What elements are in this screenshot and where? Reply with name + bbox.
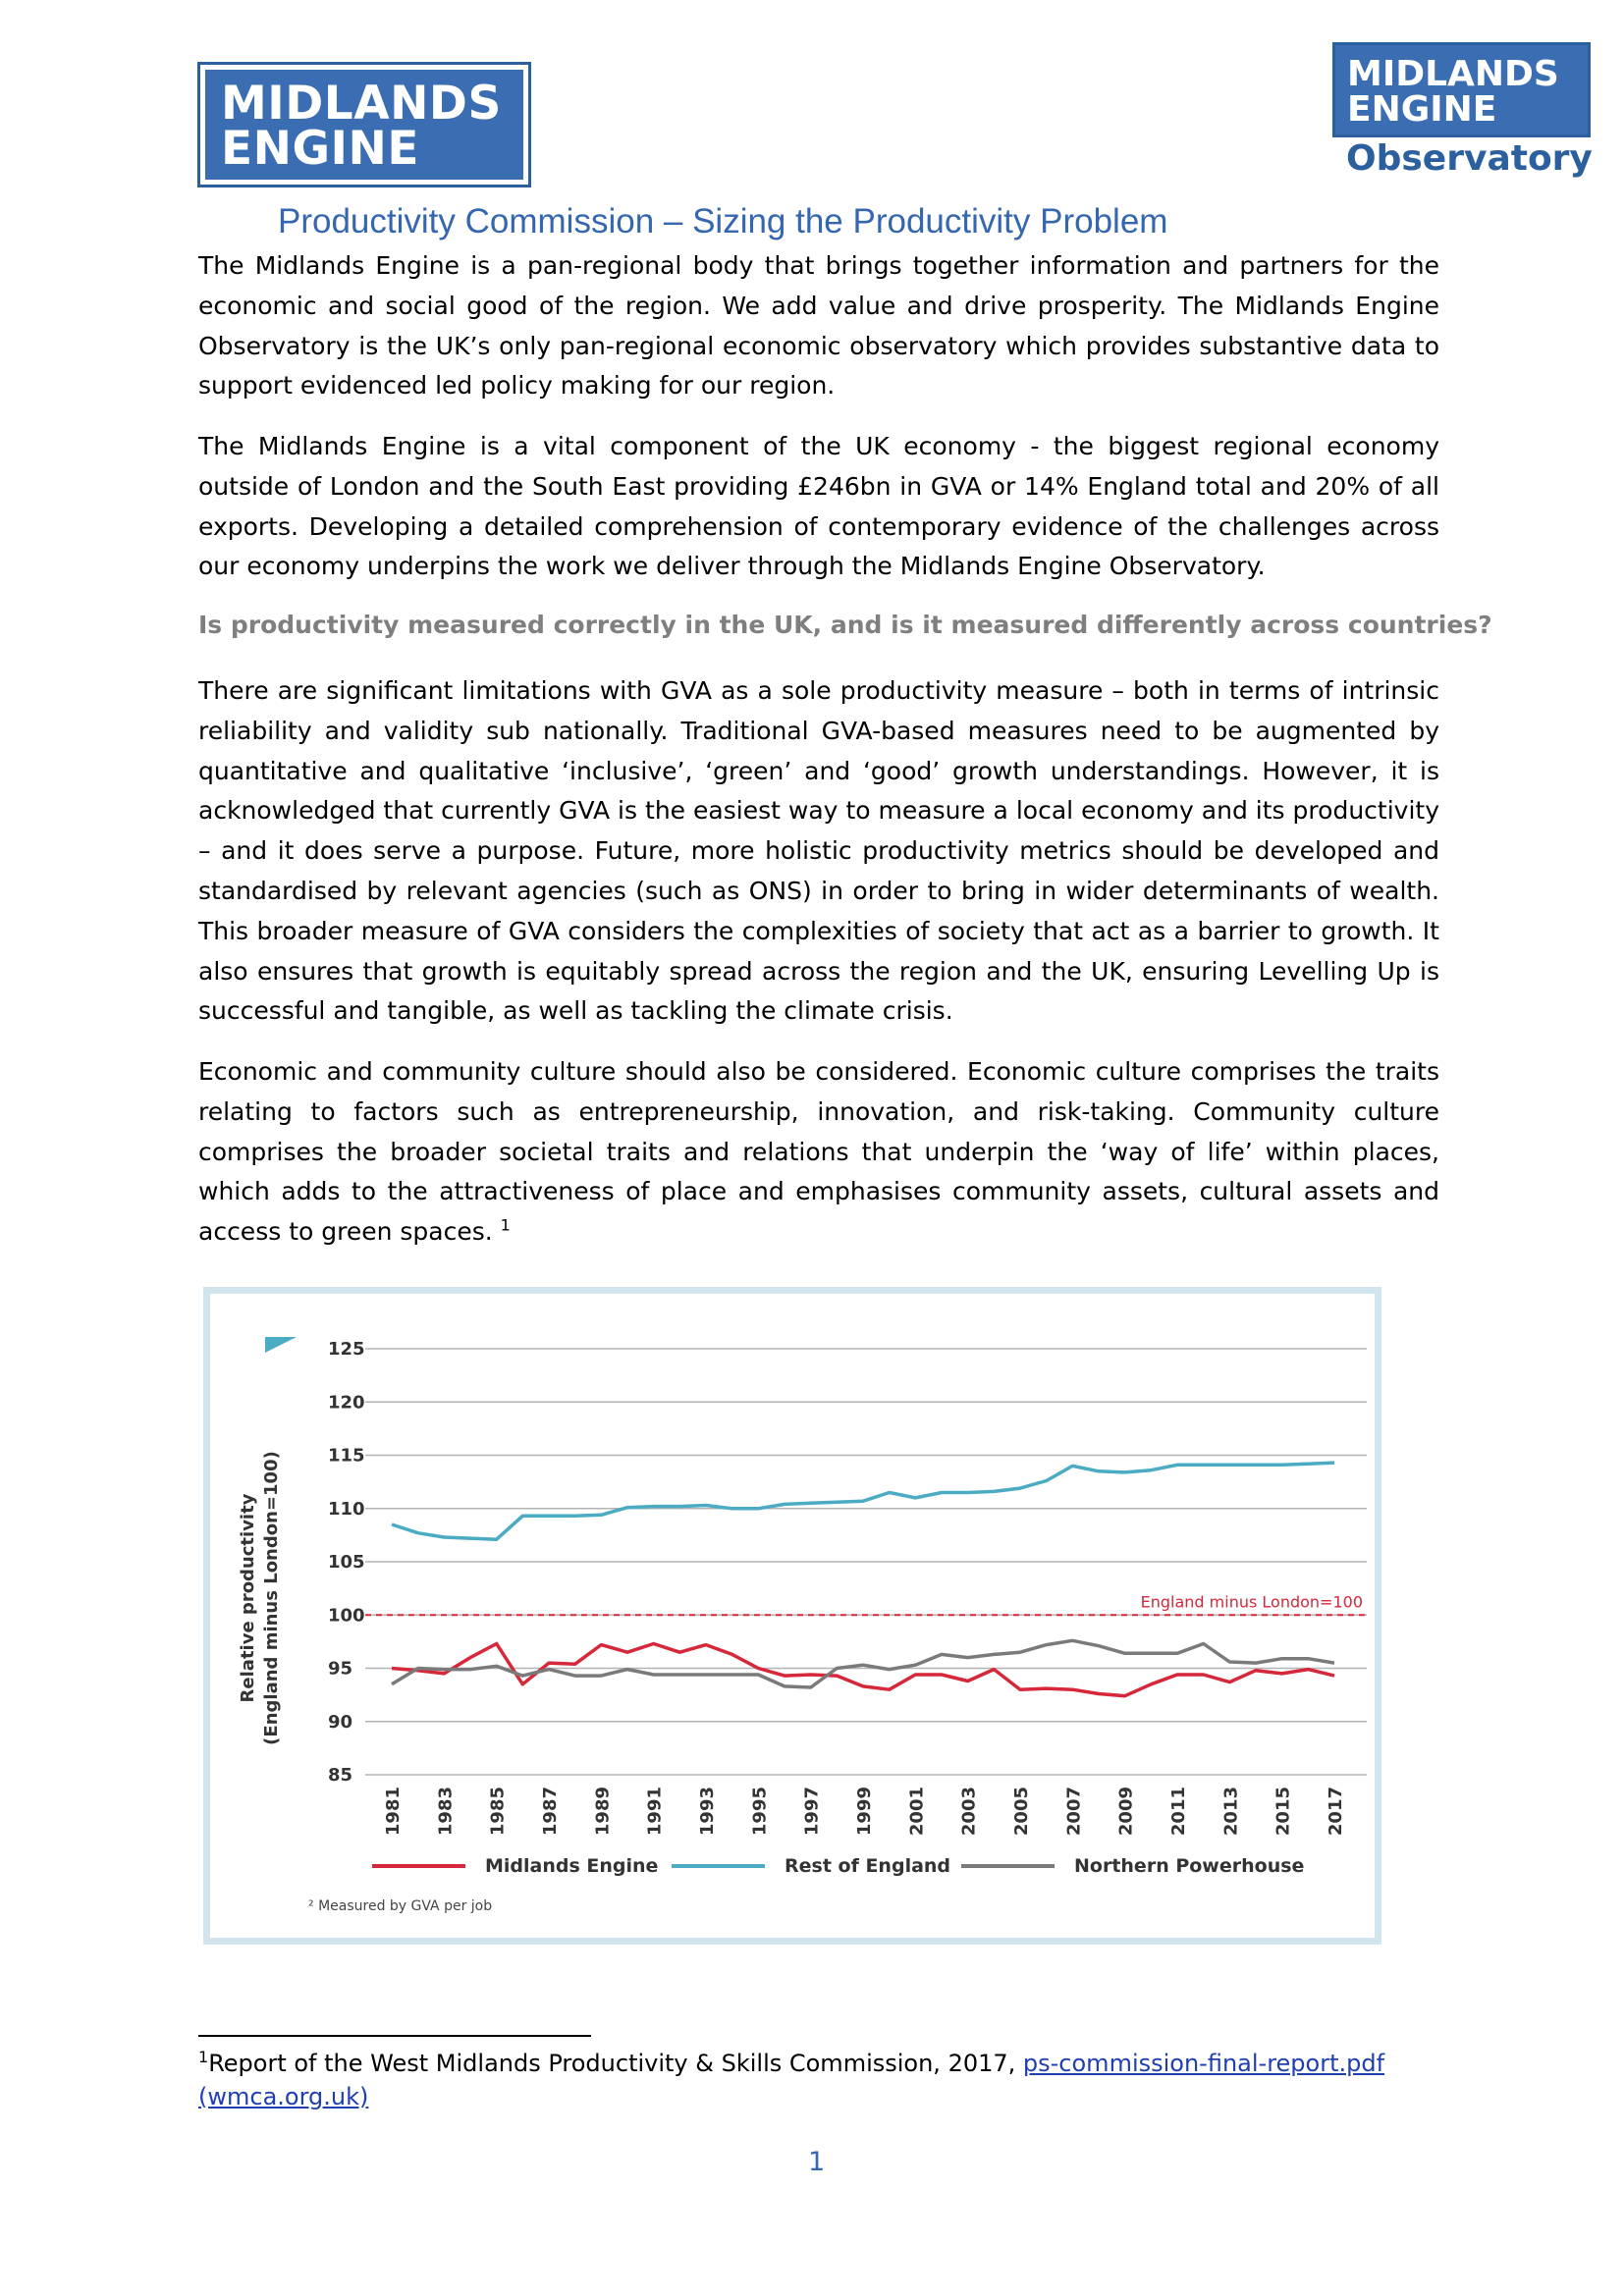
x-tick-label: 1981 [383, 1787, 404, 1837]
x-tick-label: 2001 [906, 1787, 928, 1837]
logo-right-line3: Observatory [1346, 138, 1593, 179]
footnote-text: Report of the West Midlands Productivity & Skills Commission, 2017, [208, 2050, 1023, 2077]
paragraph-gva-limitations [198, 671, 1439, 1032]
x-tick-label: 1987 [540, 1787, 561, 1837]
footnote-reference[interactable]: 1 [500, 1215, 511, 1235]
paragraph-1-text: The Midlands Engine is a pan-regional body that brings together information and partners for the economic and social good of the region. We add value and drive prosperity. The Midlands Engine Observatory is the UK’s only pan-regional economic observatory which provides substantive data to support evidenced led policy making for our region. [198, 251, 1439, 400]
y-tick-label: 95 [328, 1658, 353, 1680]
x-tick-label: 1999 [854, 1787, 875, 1837]
x-tick-label: 1993 [697, 1787, 718, 1837]
footnote-link-line1: ps-commission-final-report.pdf [1022, 2050, 1385, 2077]
chart-corner-flag-icon [265, 1337, 297, 1353]
x-tick-label: 2011 [1168, 1787, 1189, 1837]
y-tick-label: 105 [328, 1552, 365, 1573]
x-tick-label: 2015 [1272, 1787, 1294, 1837]
page-number: 1 [808, 2147, 826, 2177]
footnote-marker: 1 [198, 2048, 209, 2066]
y-tick-label: 125 [328, 1339, 365, 1360]
x-tick-label: 1997 [801, 1787, 823, 1837]
x-tick-label: 2009 [1115, 1787, 1137, 1837]
series-line-rest-of-england [392, 1463, 1334, 1539]
paragraph-economy [198, 427, 1439, 587]
chart-legend [372, 1855, 1304, 1877]
legend-label: Northern Powerhouse [1074, 1855, 1305, 1877]
footnote-divider [198, 2035, 591, 2037]
productivity-line-chart [210, 1294, 1375, 1938]
section-heading: Is productivity measured correctly in the UK, and is it measured differently across countries? [198, 611, 1492, 639]
y-tick-label: 115 [328, 1445, 365, 1467]
x-tick-label: 2013 [1220, 1787, 1242, 1837]
x-tick-label: 2005 [1011, 1787, 1032, 1837]
paragraph-5-text: Economic and community culture should also be considered. Economic culture comprises the traits relating to factors such as entrepreneurship, innovation, and risk-taking. Community culture comprises the broader societal traits and relations that underpin the ‘way of life’ within places, which adds to the attractiveness of place and emphasises community assets, cultural assets and access to green spaces. [198, 1057, 1439, 1247]
footnote-link-line2: (wmca.org.uk) [198, 2083, 369, 2110]
logo-left-line1: MIDLANDS [221, 77, 502, 131]
x-tick-label: 2017 [1326, 1787, 1346, 1837]
y-tick-label: 110 [328, 1498, 365, 1520]
y-axis-label-line2: (England minus London=100) [261, 1451, 282, 1745]
y-tick-label: 85 [328, 1765, 353, 1786]
y-tick-label: 90 [328, 1711, 353, 1733]
legend-label: Rest of England [785, 1855, 951, 1877]
footnote [198, 2047, 1475, 2113]
x-tick-label: 2003 [958, 1787, 980, 1837]
series-line-northern-powerhouse [392, 1640, 1334, 1687]
x-tick-label: 1995 [749, 1787, 771, 1837]
chart-note: ² Measured by GVA per job [308, 1898, 493, 1914]
series-line-midlands-engine [392, 1644, 1334, 1696]
paragraph-intro [198, 246, 1439, 406]
logo-right-line2: ENGINE [1347, 89, 1497, 130]
x-tick-label: 2007 [1063, 1787, 1085, 1837]
midlands-engine-observatory-logo [1332, 42, 1591, 184]
x-tick-label: 1991 [644, 1787, 666, 1837]
logo-right-line1: MIDLANDS [1347, 54, 1559, 94]
paragraph-culture [198, 1052, 1439, 1253]
page-title: Productivity Commission – Sizing the Productivity Problem [278, 202, 1168, 240]
midlands-engine-logo [197, 62, 531, 187]
x-tick-label: 1985 [487, 1787, 509, 1837]
x-tick-label: 1989 [592, 1787, 614, 1837]
y-axis-label-line1: Relative productivity [238, 1493, 258, 1703]
y-tick-label: 120 [328, 1392, 365, 1414]
paragraph-2-text: The Midlands Engine is a vital component of the UK economy - the biggest regional economy outside of London and the South East providing £246bn in GVA or 14% England total and 20% of all exports. Developing a detailed comprehension of contemporary evidence of the challenges across our economy underpins the work we deliver through the Midlands Engine Observatory. [198, 432, 1439, 581]
x-tick-label: 1983 [435, 1787, 457, 1837]
reference-line-label: England minus London=100 [1140, 1592, 1363, 1612]
legend-label: Midlands Engine [485, 1855, 659, 1877]
logo-left-line2: ENGINE [221, 122, 419, 176]
paragraph-4-text: There are significant limitations with GVA as a sole productivity measure – both in terms of intrinsic reliability and validity sub nationally. Traditional GVA-based measures need to be augmented by quantitative and qualitative ‘inclusive’, ‘green’ and ‘good’ growth understandings. However, it is acknowledged that currently GVA is the easiest way to measure a local economy and its productivity – and it does serve a purpose. Future, more holistic productivity metrics should be developed and standardised by relevant agencies (such as ONS) in order to bring in wider determinants of wealth. This broader measure of GVA considers the complexities of society that act as a barrier to growth. It also ensures that growth is equitably spread across the region and the UK, ensuring Levelling Up is successful and tangible, as well as tackling the climate crisis. [198, 676, 1439, 1026]
productivity-chart-frame [203, 1287, 1381, 1945]
y-tick-label: 100 [328, 1605, 365, 1627]
